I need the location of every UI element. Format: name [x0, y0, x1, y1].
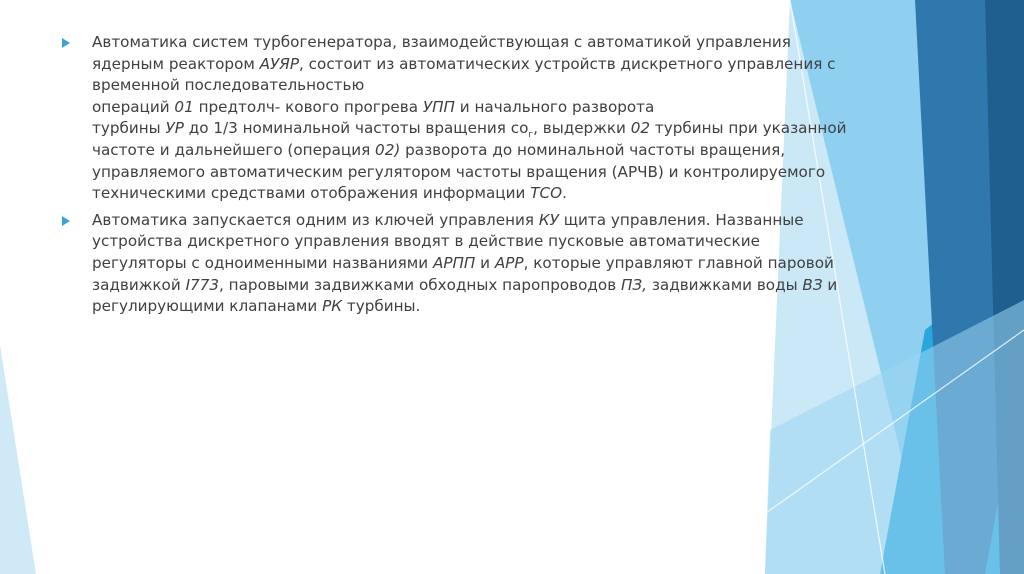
text-segment: УР [165, 119, 184, 138]
text-segment: . [562, 184, 567, 203]
text-segment: разворота до номинальной частоты вращения, управляемого автоматическим регулятором частоты вращения (АРЧВ) и контролируемого техническими средствами отображения информации [92, 140, 826, 203]
text-segment: 01 [174, 97, 194, 116]
text-segment: I773 [185, 275, 220, 294]
text-segment: и [475, 253, 495, 272]
text-segment: 02 [630, 119, 651, 138]
bullet-item [60, 32, 850, 205]
text-segment: турбины при указанной частоте и дальнейшего (операция [92, 119, 847, 159]
text-segment: ПЗ, [621, 275, 647, 294]
text-segment: , паровыми задвижками обходных паропроводов [219, 275, 621, 294]
text-segment: , состоит из автоматических устройств дискретного управления с временной последовательностью [92, 54, 836, 95]
text-segment: УПП [422, 97, 455, 116]
text-segment: АРПП [432, 253, 476, 272]
text-segment: до 1/3 номинальной частоты вращения co [183, 119, 529, 138]
text-segment: г [528, 130, 534, 141]
text-segment: , которые управляют главной паровой задвижкой [92, 253, 834, 294]
text-segment: Автоматика запускается одним из ключей управления [92, 210, 539, 229]
triangle-bullet-icon [62, 216, 70, 226]
bullet-text [92, 210, 850, 318]
text-segment: операций [92, 97, 175, 116]
triangle-bullet-icon [62, 38, 70, 48]
text-segment: задвижками воды [647, 275, 803, 294]
text-segment: РК [322, 297, 343, 316]
text-segment: , выдержки [533, 119, 631, 138]
bullet-item [60, 210, 850, 318]
text-segment: ВЗ [802, 275, 823, 294]
text-segment: КУ [538, 210, 559, 229]
text-segment: щита управления. Названные устройства дискретного управления вводят в действие пусковые автоматические регуляторы с одноименными названиями [92, 210, 804, 272]
text-segment: Автоматика систем турбогенератора, взаимодействующая с автоматикой управления ядерным реактором [92, 33, 791, 73]
text-segment: ТСО [530, 184, 563, 203]
text-segment: 02) [375, 140, 401, 159]
text-segment: турбины [92, 119, 166, 138]
text-segment: турбины. [342, 297, 421, 316]
text-segment: и регулирующими клапанами [92, 275, 838, 316]
text-segment: и начального разворота [454, 97, 655, 116]
text-segment: предтолч- кового прогрева [193, 97, 423, 116]
text-segment: АУЯР [259, 54, 300, 73]
text-segment: АРР [494, 253, 524, 272]
bullet-text [92, 32, 850, 205]
left-accent-shape [0, 345, 36, 574]
slide-body [60, 32, 850, 323]
